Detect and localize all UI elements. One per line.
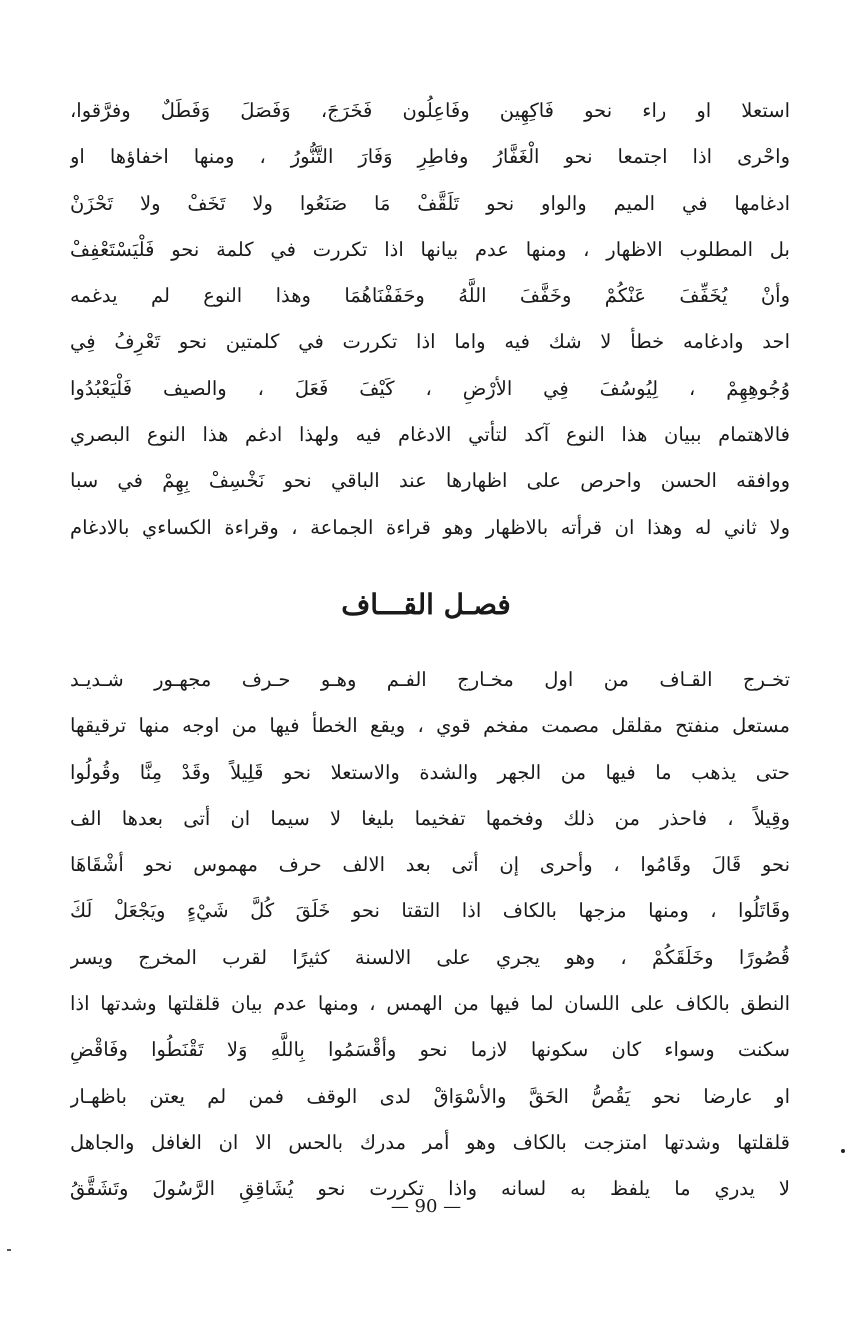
page-number: — 90 — [390,1196,462,1217]
text-line: وأنْ يُخَفِّفَ عَنْكُمْ وخَفَّفَ اللَّهُ وحَفَفْنَاهُمَا وهذا النوع لم يدغمه [70,284,790,308]
text-line: احد وادغامه خطأ لا شك فيه واما اذا تكررت في كلمتين نحو تَعْرِفُ فِي [70,330,790,354]
text-line: النطق بالكاف على اللسان لما فيها من الهمس ، ومنها عدم بيان قلقلتها وشدتها اذا [70,992,790,1016]
section-heading: فصـل القـــاف [341,588,511,621]
text-line: واحْرى اذا اجتمعا نحو الْغَفَّارُ وفاطِرِ وَفَارَ التَّنُّورُ ، ومنها اخفاؤها او [70,145,790,169]
text-line: حتى يذهب ما فيها من الجهر والشدة والاستعلا نحو قَلِيلاً وقَدْ مِنَّا وقُولُوا [70,760,790,784]
text-line: بل المطلوب الاظهار ، ومنها عدم بيانها اذا تكررت في كلمة نحو فَلْيَسْتَعْفِفْ [70,237,790,261]
text-line: سكنت وسواء كان سكونها لازما نحو وأقْسَمُوا بِاللَّهِ وَلا تَقْنَطُوا وفَاقْضِ [70,1038,790,1062]
text-line: تخـرج القـاف من اول مخـارج الفـم وهـو حـرف مجهـور شـديـد [70,668,790,691]
text-line: ادغامها في الميم والواو نحو تَلَقَّفْ مَا صَنَعُوا ولا تَخَفْ ولا تَحْزَنْ [70,191,790,215]
text-line: مستعل منفتح مقلقل مصمت مفخم قوي ، ويقع الخطأ فيها من اوجه منها ترقيقها [70,714,790,738]
text-line: وُجُوهِهِمْ ، لِيُوسُفَ فِي الأرْضِ ، كَيْفَ فَعَلَ ، والصيف فَلْيَعْبُدُوا [70,376,790,400]
paragraph-1 [70,88,790,551]
text-line: ووافقه الحسن واحرص على اظهارها عند الباقي نحو نَخْسِفْ بِهِمْ في سبا [70,469,790,493]
text-line: لا يدري ما يلفظ به لسانه واذا تكررت نحو يُشَاقِقِ الرَّسُولَ وتَشَقَّقُ [70,1177,790,1201]
text-line: وقِيلاً ، فاحذر من ذلك وفخمها تفخيما بليغا لا سيما ان أتى بعدها الف [70,806,790,830]
scan-speck [7,1249,11,1251]
text-line: او عارضا نحو يَقُصُّ الحَقَّ والأسْوَاقْ لدى الوقف فمن لم يعتن باظهـار [70,1084,790,1108]
text-line: وقَاتَلُوا ، ومنها مزجها بالكاف اذا التقتا نحو خَلَقَ كُلَّ شَيْءٍ ويَجْعَلْ لَكَ [70,899,790,923]
text-line: قلقلتها وشدتها امتزجت بالكاف وهو أمر مدرك بالحس الا ان الغافل والجاهل [70,1130,790,1154]
text-line: فالاهتمام ببيان هذا النوع آكد لتأتي الادغام فيه ولهذا ادغم هذا النوع البصري [70,423,790,447]
text-line: قُصُورًا وخَلَقَكُمْ ، وهو يجري على الالسنة كثيرًا لقرب المخرج ويسر [70,945,790,969]
scan-speck [841,1149,845,1153]
paragraph-2 [70,657,790,1213]
text-line: استعلا او راء نحو فَاكِهِين وفَاعِلُون فَخَرَجَ، وَفَصَلَ وَفَطَلٌ وفرَّقوا، [70,99,790,122]
text-line: نحو قَالَ وقَامُوا ، وأحرى إن أتى بعد الالف حرف مهموس نحو أشْقَاهَا [70,853,790,877]
text-line: ولا ثاني له وهذا ان قرأته بالاظهار وهو قراءة الجماعة ، وقراءة الكساءي بالادغام [70,515,790,539]
